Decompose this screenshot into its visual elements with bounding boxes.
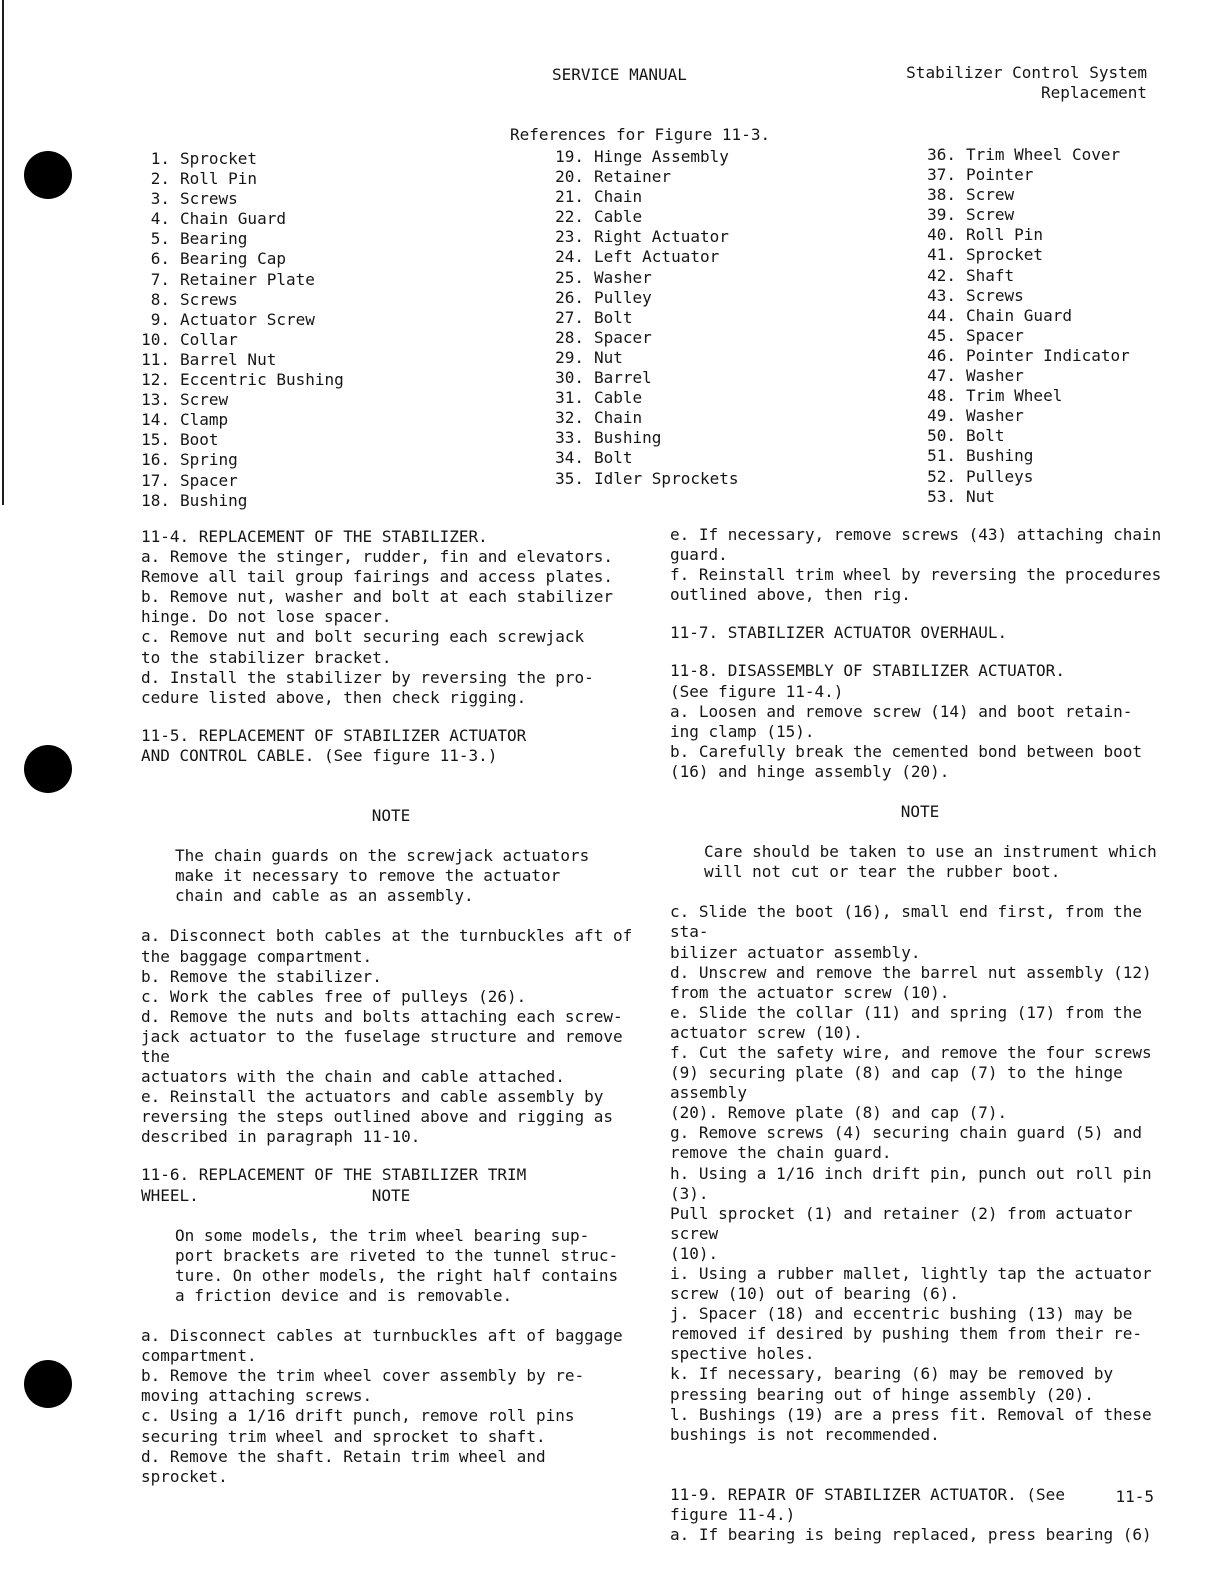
section-11-9-heading: 11-9. REPAIR OF STABILIZER ACTUATOR. (See figure 11-4.) [670, 1484, 1065, 1524]
reference-item [128, 229, 344, 249]
step-11-8-e: e. Slide the collar (11) and spring (17) from the actuator screw (10). [670, 1002, 1143, 1042]
reference-item [128, 290, 344, 310]
section-11-6-heading: 11-6. REPLACEMENT OF THE STABILIZER TRIM WHEEL. [141, 1165, 527, 1205]
reference-number: 30. [555, 368, 584, 388]
reference-item [128, 149, 344, 169]
reference-item [128, 430, 344, 450]
reference-number: 51. [927, 446, 956, 466]
reference-item [906, 306, 1130, 326]
reference-number: 44. [927, 305, 956, 325]
step-11-6-c: c. Using a 1/16 drift punch, remove roll pins securing trim wheel and sprocket to shaft. [141, 1406, 575, 1446]
reference-label: Trim Wheel [966, 386, 1063, 406]
reference-number: 20. [555, 167, 584, 187]
step-11-5-d: d. Remove the nuts and bolts attaching each screw- jack actuator to the fuselage structure and remove the actuators with the chain and cable attached. [141, 1006, 623, 1087]
reference-label: Nut [594, 347, 623, 367]
step-11-8-a: a. Loosen and remove screw (14) and boot retain- ing clamp (15). [670, 701, 1133, 741]
reference-number: 21. [555, 187, 584, 207]
reference-number: 35. [555, 468, 584, 488]
reference-label: Bolt [966, 426, 1005, 446]
step-11-8-j: j. Spacer (18) and eccentric bushing (13) may be removed if desired by pushing them from their re- spective holes. [670, 1304, 1143, 1364]
reference-label: Hinge Assembly [594, 147, 729, 166]
section-11-8-heading: 11-8. DISASSEMBLY OF STABILIZER ACTUATOR. (See figure 11-4.) [670, 661, 1065, 701]
reference-number: 33. [555, 428, 584, 448]
reference-item [536, 227, 739, 247]
reference-item [536, 348, 739, 368]
reference-label: Boot [180, 430, 219, 450]
reference-number: 6. [150, 249, 170, 269]
reference-label: Clamp [180, 410, 229, 430]
reference-item [128, 491, 344, 511]
reference-label: Trim Wheel Cover [966, 145, 1121, 164]
reference-item [536, 408, 739, 428]
note-label-1: NOTE [371, 806, 411, 826]
reference-label: Washer [966, 366, 1024, 386]
step-11-5-c: c. Work the cables free of pulleys (26). [141, 986, 527, 1006]
reference-item [536, 308, 739, 328]
reference-number: 10. [141, 329, 170, 349]
reference-item [906, 145, 1130, 165]
reference-item [128, 270, 344, 290]
step-11-8-h: h. Using a 1/16 inch drift pin, punch out roll pin (3). Pull sprocket (1) and retainer (2) from actuator screw (10). [670, 1163, 1152, 1263]
reference-item [536, 328, 739, 348]
reference-number: 5. [150, 229, 170, 249]
reference-number: 22. [555, 207, 584, 227]
reference-label: Retainer Plate [180, 269, 315, 289]
reference-number: 2. [150, 169, 170, 189]
reference-item [536, 187, 739, 207]
reference-item [536, 428, 739, 448]
reference-label: Washer [594, 267, 652, 287]
reference-number: 40. [927, 225, 956, 245]
reference-number: 12. [141, 370, 170, 390]
reference-number: 36. [927, 145, 956, 164]
reference-label: Screw [180, 390, 229, 410]
reference-number: 24. [555, 247, 584, 267]
step-11-4-a: a. Remove the stinger, rudder, fin and elevators. Remove all tail group fairings and access plates. [141, 547, 614, 587]
reference-number: 1. [150, 149, 170, 168]
reference-label: Spacer [180, 470, 238, 490]
reference-label: Pulley [594, 287, 652, 307]
step-11-6-d: d. Remove the shaft. Retain trim wheel and sprocket. [141, 1446, 546, 1486]
reference-number: 14. [141, 410, 170, 430]
reference-number: 26. [555, 287, 584, 307]
reference-label: Chain Guard [180, 209, 286, 229]
step-11-8-g: g. Remove screws (4) securing chain guard (5) and remove the chain guard. [670, 1123, 1143, 1163]
reference-item [906, 386, 1130, 406]
reference-item [906, 185, 1130, 205]
reference-label: Pointer [966, 165, 1034, 185]
reference-label: Spacer [966, 325, 1024, 345]
reference-label: Idler Sprockets [594, 468, 739, 488]
step-11-4-b: b. Remove nut, washer and bolt at each stabilizer hinge. Do not lose spacer. [141, 587, 614, 627]
reference-number: 50. [927, 426, 956, 446]
step-11-5-a: a. Disconnect both cables at the turnbuckles aft of the baggage compartment. [141, 926, 633, 966]
section-11-7-heading: 11-7. STABILIZER ACTUATOR OVERHAUL. [670, 623, 1008, 643]
step-11-4-d: d. Install the stabilizer by reversing the pro- cedure listed above, then check rigging. [141, 667, 594, 707]
reference-number: 37. [927, 165, 956, 185]
reference-item [128, 471, 344, 491]
right-text-column [670, 525, 1170, 1545]
references-column-1 [128, 149, 344, 511]
reference-item [128, 189, 344, 209]
header-manual-title: SERVICE MANUAL [552, 65, 687, 84]
step-11-8-d: d. Unscrew and remove the barrel nut assembly (12) from the actuator screw (10). [670, 962, 1152, 1002]
reference-number: 47. [927, 366, 956, 386]
reference-number: 28. [555, 327, 584, 347]
reference-label: Roll Pin [180, 169, 258, 189]
reference-label: Bushing [966, 446, 1034, 466]
reference-number: 4. [150, 209, 170, 229]
step-11-8-c: c. Slide the boot (16), small end first, from the sta- bilizer actuator assembly. [670, 902, 1143, 962]
reference-number: 48. [927, 386, 956, 406]
reference-number: 15. [141, 430, 170, 450]
reference-label: Screw [966, 185, 1015, 205]
reference-label: Bearing [180, 229, 248, 249]
reference-label: Barrel Nut [180, 349, 277, 369]
reference-number: 16. [141, 450, 170, 470]
header-section [906, 63, 1147, 103]
reference-number: 53. [927, 486, 956, 506]
step-11-8-f: f. Cut the safety wire, and remove the four screws (9) securing plate (8) and cap (7) to the hinge assembly (20). Remove plate (8) and cap (7). [670, 1042, 1152, 1123]
references-column-3 [906, 145, 1130, 507]
reference-item [536, 247, 739, 267]
page-edge-line [2, 0, 4, 505]
reference-item [906, 286, 1130, 306]
section-11-4-heading: 11-4. REPLACEMENT OF THE STABILIZER. [141, 527, 488, 546]
step-11-8-l: l. Bushings (19) are a press fit. Removal of these bushings is not recommended. [670, 1404, 1152, 1444]
step-11-9-a: a. If bearing is being replaced, press bearing (6) [670, 1525, 1152, 1545]
reference-item [128, 410, 344, 430]
reference-item [536, 368, 739, 388]
reference-label: Right Actuator [594, 227, 729, 247]
reference-number: 46. [927, 345, 956, 365]
reference-label: Chain [594, 187, 643, 207]
step-11-5-e: e. Reinstall the actuators and cable assembly by reversing the steps outlined above and rigging as described in paragraph 11-10. [141, 1087, 614, 1147]
references-title: References for Figure 11-3. [510, 125, 771, 144]
binder-hole-bottom [24, 1360, 72, 1408]
reference-item [906, 326, 1130, 346]
header-section-subtitle: Replacement [1041, 83, 1147, 102]
reference-label: Bearing Cap [180, 249, 286, 269]
reference-number: 9. [150, 309, 170, 329]
step-11-6-e: e. If necessary, remove screws (43) attaching chain guard. [670, 525, 1162, 565]
reference-label: Screws [966, 285, 1024, 305]
reference-item [906, 426, 1130, 446]
reference-number: 52. [927, 466, 956, 486]
reference-item [536, 448, 739, 468]
binder-hole-top [24, 151, 72, 199]
reference-number: 32. [555, 408, 584, 428]
reference-item [128, 370, 344, 390]
reference-number: 7. [150, 269, 170, 289]
reference-number: 39. [927, 205, 956, 225]
reference-item [536, 268, 739, 288]
reference-item [128, 169, 344, 189]
reference-label: Eccentric Bushing [180, 370, 344, 390]
reference-label: Bushing [594, 428, 662, 448]
reference-number: 13. [141, 390, 170, 410]
reference-number: 42. [927, 265, 956, 285]
reference-item [128, 249, 344, 269]
reference-number: 38. [927, 185, 956, 205]
reference-label: Bolt [594, 448, 633, 468]
reference-number: 41. [927, 245, 956, 265]
note-text-3: Care should be taken to use an instrument which will not cut or tear the rubber boot. [704, 842, 1157, 882]
reference-label: Sprocket [180, 149, 258, 168]
step-11-4-c: c. Remove nut and bolt securing each screwjack to the stabilizer bracket. [141, 627, 585, 667]
header-section-title: Stabilizer Control System [906, 63, 1147, 82]
reference-number: 25. [555, 267, 584, 287]
reference-item [536, 388, 739, 408]
reference-item [128, 390, 344, 410]
reference-label: Cable [594, 207, 643, 227]
reference-item [906, 205, 1130, 225]
reference-item [906, 346, 1130, 366]
reference-label: Shaft [966, 265, 1015, 285]
step-11-5-b: b. Remove the stabilizer. [141, 966, 382, 986]
reference-number: 27. [555, 307, 584, 327]
reference-item [906, 446, 1130, 466]
note-text-1: The chain guards on the screwjack actuators make it necessary to remove the actuator chain and cable as an assembly. [175, 846, 590, 906]
reference-item [536, 167, 739, 187]
reference-label: Sprocket [966, 245, 1044, 265]
reference-number: 34. [555, 448, 584, 468]
reference-item [128, 209, 344, 229]
reference-item [128, 450, 344, 470]
note-label-2: NOTE [371, 1185, 411, 1205]
reference-number: 17. [141, 470, 170, 490]
reference-item [128, 330, 344, 350]
reference-label: Spacer [594, 327, 652, 347]
reference-item [906, 165, 1130, 185]
reference-number: 31. [555, 388, 584, 408]
step-11-8-i: i. Using a rubber mallet, lightly tap the actuator screw (10) out of bearing (6). [670, 1264, 1152, 1304]
reference-number: 18. [141, 490, 170, 510]
reference-label: Bushing [180, 490, 248, 510]
reference-number: 3. [150, 189, 170, 209]
reference-label: Screws [180, 189, 238, 209]
reference-label: Pulleys [966, 466, 1034, 486]
reference-label: Bolt [594, 307, 633, 327]
reference-label: Washer [966, 406, 1024, 426]
reference-label: Spring [180, 450, 238, 470]
reference-item [536, 147, 739, 167]
reference-label: Chain Guard [966, 305, 1072, 325]
reference-number: 8. [150, 289, 170, 309]
reference-label: Collar [180, 329, 238, 349]
reference-label: Actuator Screw [180, 309, 315, 329]
reference-item [906, 266, 1130, 286]
reference-number: 29. [555, 347, 584, 367]
reference-number: 45. [927, 325, 956, 345]
reference-label: Nut [966, 486, 995, 506]
reference-number: 43. [927, 285, 956, 305]
references-column-2 [536, 147, 739, 489]
reference-label: Screw [966, 205, 1015, 225]
reference-label: Pointer Indicator [966, 345, 1130, 365]
reference-label: Retainer [594, 167, 672, 187]
step-11-8-b: b. Carefully break the cemented bond between boot (16) and hinge assembly (20). [670, 741, 1143, 781]
reference-number: 23. [555, 227, 584, 247]
reference-item [906, 366, 1130, 386]
reference-item [536, 207, 739, 227]
reference-label: Chain [594, 408, 643, 428]
reference-item [128, 350, 344, 370]
reference-label: Barrel [594, 368, 652, 388]
step-11-8-k: k. If necessary, bearing (6) may be removed by pressing bearing out of hinge assembly (20). [670, 1364, 1114, 1404]
reference-item [906, 245, 1130, 265]
reference-label: Roll Pin [966, 225, 1044, 245]
reference-label: Left Actuator [594, 247, 720, 267]
reference-number: 11. [141, 349, 170, 369]
page-number: 11-5 [1115, 1487, 1154, 1506]
reference-label: Screws [180, 289, 238, 309]
section-11-5-heading: 11-5. REPLACEMENT OF STABILIZER ACTUATOR AND CONTROL CABLE. (See figure 11-3.) [141, 725, 527, 765]
step-11-6-a: a. Disconnect cables at turnbuckles aft of baggage compartment. [141, 1326, 623, 1366]
note-label-3: NOTE [900, 802, 940, 822]
reference-number: 19. [555, 147, 584, 166]
reference-number: 49. [927, 406, 956, 426]
note-text-2: On some models, the trim wheel bearing sup- port brackets are riveted to the tunnel struc- ture. On other models, the right half contains a friction device and is removable. [175, 1225, 619, 1305]
reference-item [906, 225, 1130, 245]
reference-item [906, 467, 1130, 487]
reference-item [128, 310, 344, 330]
reference-item [536, 469, 739, 489]
binder-hole-middle [24, 745, 72, 793]
reference-item [906, 487, 1130, 507]
step-11-6-f: f. Reinstall trim wheel by reversing the procedures outlined above, then rig. [670, 565, 1162, 605]
reference-item [906, 406, 1130, 426]
reference-item [536, 288, 739, 308]
left-text-column [141, 527, 641, 1487]
reference-label: Cable [594, 388, 643, 408]
step-11-6-b: b. Remove the trim wheel cover assembly by re- moving attaching screws. [141, 1366, 585, 1406]
